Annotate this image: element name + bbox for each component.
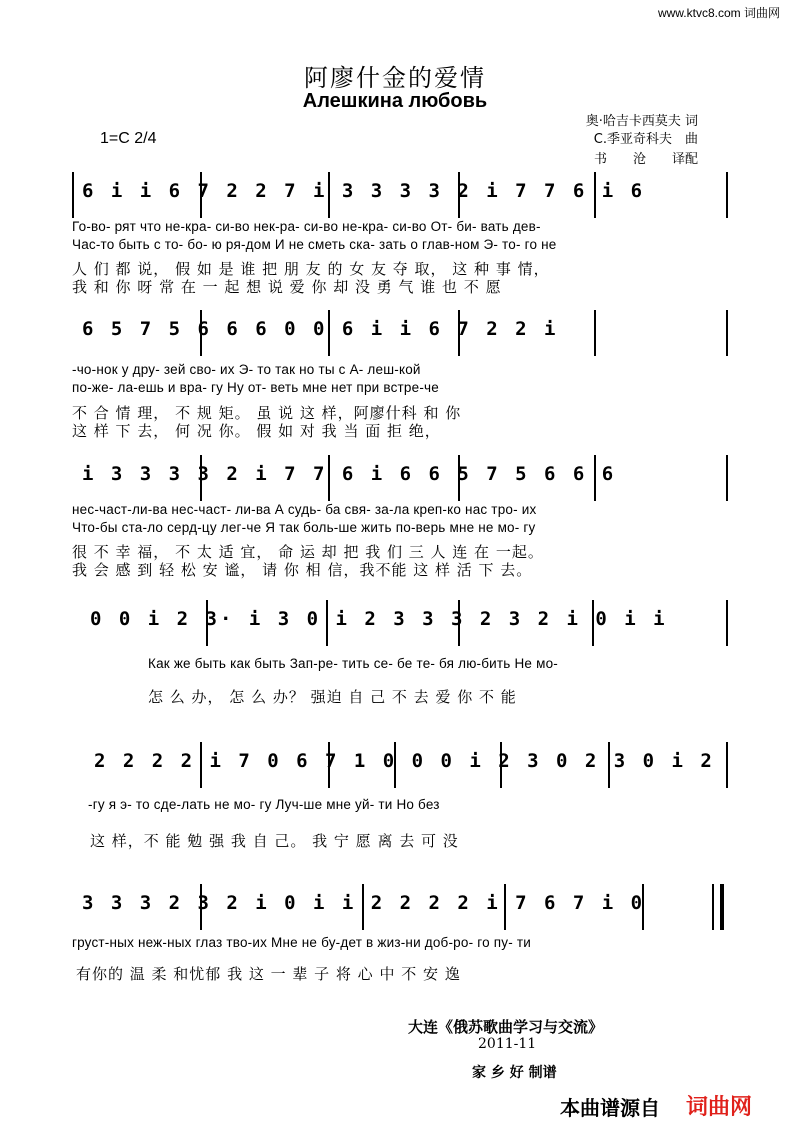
notation-line-5: 2 2 2 2 i 7 0 6 7 1 0 0 0 i 2 3 0 2 3 0 i 2 xyxy=(94,750,715,772)
song-title-chinese: 阿廖什金的爱情 xyxy=(304,64,486,92)
russian-lyrics-4: Как же быть как быть Зап-ре- тить се- бе те- бя лю-бить Не мо- xyxy=(148,656,558,671)
chinese-lyrics-1b: 我 和 你 呀 常 在 一 起 想 说 爱 你 却 没 勇 气 谁 也 不 愿 xyxy=(72,278,502,296)
russian-lyrics-2b: по-же- ла-ешь и вра- гу Ну от- веть мне нет при встре-че xyxy=(72,380,439,395)
chinese-lyrics-3b: 我 会 感 到 轻 松 安 谧， 请 你 相 信，我不能 这 样 活 下 去。 xyxy=(72,561,533,579)
russian-lyrics-5: -гу я э- то сде-лать не мо- гу Луч-ше мне уй- ти Но без xyxy=(88,797,440,812)
translator-credit: 书 沧 译配 xyxy=(593,152,698,167)
chinese-lyrics-6: 有你的 温 柔 和忧郁 我 这 一 辈 子 将 心 中 不 安 逸 xyxy=(76,965,461,983)
staff-line-4 xyxy=(72,600,732,646)
russian-lyrics-1a: Го-во- рят что не-кра- си-во нек-ра- си-во не-кра- си-во От- би- вать дев- xyxy=(72,219,541,234)
publisher-note: 大连《俄苏歌曲学习与交流》 xyxy=(408,1018,604,1036)
transcriber-note: 家 乡 好 制谱 xyxy=(472,1065,557,1081)
russian-lyrics-6: груст-ных неж-ных глаз тво-их Мне не бу-дет в жиз-ни доб-ро- го пу- ти xyxy=(72,935,531,950)
key-signature: 1=C 2/4 xyxy=(100,130,157,147)
chinese-lyrics-5: 这 样，不 能 勉 强 我 自 己。 我 宁 愿 离 去 可 没 xyxy=(90,832,459,850)
staff-line-1 xyxy=(72,172,732,218)
notation-line-3: i 3 3 3 3 2 i 7 7 6 i 6 6 5 7 5 6 6 6 xyxy=(82,463,617,485)
chinese-lyrics-2b: 这 样 下 去， 何 况 你。 假 如 对 我 当 面 拒 绝， xyxy=(72,422,441,440)
notation-line-1: 6 i i 6 7 2 2 7 i 3 3 3 3 2 i 7 7 6 i 6 xyxy=(82,180,646,202)
staff-line-2 xyxy=(72,310,732,356)
publish-date: 2011-11 xyxy=(478,1036,537,1052)
notation-line-6: 3 3 3 2 3 2 i 0 i i 2 2 2 2 i 7 6 7 i 0 xyxy=(82,892,646,914)
lyricist-credit: 奥·哈吉卡西莫夫 词 xyxy=(585,114,698,129)
russian-lyrics-2a: -чо-нок у дру- зей сво- их Э- то так но ты с А- леш-кой xyxy=(72,362,421,377)
chinese-lyrics-1a: 人 们 都 说， 假 如 是 谁 把 朋 友 的 女 友 夺 取， 这 种 事 情， xyxy=(72,260,550,278)
staff-line-3 xyxy=(72,455,732,501)
staff-line-5 xyxy=(72,742,732,788)
chinese-lyrics-4: 怎 么 办， 怎 么 办？ 强迫 自 己 不 去 爱 你 不 能 xyxy=(148,688,517,706)
chinese-lyrics-2a: 不 合 情 理， 不 规 矩。 虽 说 这 样，阿廖什科 和 你 xyxy=(72,404,462,422)
site-watermark: www.ktvc8.com 词曲网 xyxy=(657,6,780,20)
composer-credit: C.季亚奇科夫 曲 xyxy=(593,132,698,147)
source-watermark-text: 本曲谱源自 xyxy=(560,1096,660,1120)
chinese-lyrics-3a: 很 不 幸 福， 不 太 适 宜， 命 运 却 把 我 们 三 人 连 在 一起。 xyxy=(72,543,544,561)
staff-line-6 xyxy=(72,884,732,930)
russian-lyrics-1b: Час-то быть с то- бо- ю ря-дом И не сметь ска- зать о глав-ном Э- то- го не xyxy=(72,237,557,252)
russian-lyrics-3a: нес-част-ли-ва нес-част- ли-ва А судь- ба свя- за-ла креп-ко нас тро- их xyxy=(72,502,537,517)
source-watermark-logo: 词曲网 xyxy=(686,1095,753,1120)
notation-line-2: 6 5 7 5 6 6 6 0 0 6 i i 6 7 2 2 i xyxy=(82,318,559,340)
russian-lyrics-3b: Что-бы ста-ло серд-цу лег-че Я так боль-ше жить по-верь мне не мо- гу xyxy=(72,520,536,535)
notation-line-4: 0 0 i 2 3· i 3 0 i 2 3 3 3 2 3 2 i 0 i i xyxy=(90,608,668,630)
song-title-russian: Алешкина любовь xyxy=(302,90,488,112)
